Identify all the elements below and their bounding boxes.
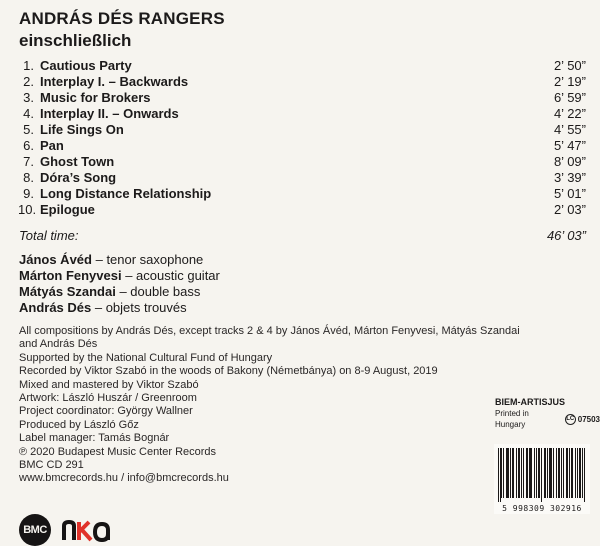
label-code: [565, 414, 600, 425]
track-title: Dóra’s Song: [40, 170, 117, 185]
personnel-item: [19, 268, 220, 284]
credit-line: www.bmcrecords.hu / info@bmcrecords.hu: [19, 472, 229, 485]
musician-name: Mátyás Szandai: [19, 284, 116, 299]
track-title: Pan: [40, 138, 64, 153]
credit-line: Mixed and mastered by Viktor Szabó: [19, 378, 199, 391]
musician-name: János Ávéd: [19, 252, 92, 267]
track-duration: 8’ 09”: [553, 154, 586, 169]
track-title: Interplay II. – Onwards: [40, 106, 179, 121]
credit-line: BMC CD 291: [19, 459, 84, 472]
printed-in: Printed in Hungary: [495, 409, 529, 429]
musician-instrument: – objets trouvés: [91, 300, 187, 315]
svg-text:nka: nka: [62, 518, 64, 519]
track-duration: 5’ 47”: [553, 138, 586, 153]
track-duration: 2’ 50”: [553, 58, 586, 73]
personnel-item: [19, 252, 220, 268]
track-number: 4.: [23, 106, 34, 121]
track-number: 5.: [23, 122, 34, 137]
track-number: 7.: [23, 154, 34, 169]
track-row: [0, 154, 600, 170]
track-number: 10.: [18, 202, 37, 217]
track-row: [0, 74, 600, 90]
musician-name: András Dés: [19, 300, 92, 315]
credit-line: Label manager: Tamás Bognár: [19, 432, 170, 445]
total-time-value: 46’ 03”: [546, 228, 586, 243]
track-title: Life Sings On: [40, 122, 124, 137]
nka-logo-icon: [62, 518, 116, 542]
personnel-list: [19, 252, 220, 316]
album-artist: ANDRÁS DÉS RANGERS: [19, 9, 225, 28]
lc-icon: LC: [565, 414, 576, 425]
track-row: [0, 58, 600, 74]
track-duration: 5’ 01”: [553, 186, 586, 201]
track-row: [0, 90, 600, 106]
track-row: [0, 202, 600, 218]
credit-line: Produced by László Gőz: [19, 418, 139, 431]
musician-instrument: – tenor saxophone: [91, 252, 204, 267]
track-title: Ghost Town: [40, 154, 115, 169]
biem-title: BIEM-ARTISJUS: [495, 397, 566, 407]
track-duration: 6’ 59”: [553, 90, 586, 105]
total-time: [19, 228, 586, 243]
track-duration: 4’ 55”: [553, 122, 586, 137]
musician-instrument: – double bass: [115, 284, 201, 299]
track-title: Music for Brokers: [40, 90, 151, 105]
track-number: 1.: [23, 58, 34, 73]
track-row: [0, 186, 600, 202]
musician-instrument: – acoustic guitar: [121, 268, 220, 283]
track-number: 9.: [23, 186, 34, 201]
credit-line: Supported by the National Cultural Fund of Hungary: [19, 351, 273, 364]
tracklist: [0, 58, 600, 218]
musician-name: Márton Fenyvesi: [19, 268, 122, 283]
label-code-number: 07503: [577, 414, 600, 424]
total-time-label: Total time:: [19, 228, 79, 243]
biem-block: [495, 397, 600, 430]
barcode: [494, 444, 590, 514]
track-title: Interplay I. – Backwards: [40, 74, 189, 89]
album-title: einschließlich: [19, 31, 132, 50]
credit-line: and András Dés: [19, 338, 98, 351]
track-row: [0, 170, 600, 186]
track-title: Cautious Party: [40, 58, 132, 73]
credit-line: All compositions by András Dés, except tracks 2 & 4 by János Ávéd, Márton Fenyvesi, Mátyás Szandai: [19, 325, 520, 337]
credit-line: Project coordinator: György Wallner: [19, 405, 193, 418]
credit-line: Recorded by Viktor Szabó in the woods of Bakony (Németbánya) on 8-9 August, 2019: [19, 365, 438, 378]
credit-line: ℗ 2020 Budapest Music Center Records: [19, 445, 217, 458]
track-title: Epilogue: [40, 202, 95, 217]
track-title: Long Distance Relationship: [40, 186, 212, 201]
track-number: 2.: [23, 74, 34, 89]
track-number: 8.: [23, 170, 34, 185]
credit-line: Artwork: László Huszár / Greenroom: [19, 392, 197, 405]
track-row: [0, 106, 600, 122]
track-duration: 2’ 19”: [553, 74, 586, 89]
bmc-logo-icon: BMC: [19, 514, 51, 546]
personnel-item: [19, 300, 220, 316]
track-row: [0, 138, 600, 154]
barcode-icon: [498, 448, 586, 502]
track-duration: 3’ 39”: [553, 170, 586, 185]
barcode-digits: 5 998309 302916: [502, 504, 582, 513]
track-number: 3.: [23, 90, 34, 105]
track-number: 6.: [23, 138, 34, 153]
personnel-item: [19, 284, 220, 300]
track-duration: 2’ 03”: [553, 202, 586, 217]
track-duration: 4’ 22”: [553, 106, 586, 121]
track-row: [0, 122, 600, 138]
